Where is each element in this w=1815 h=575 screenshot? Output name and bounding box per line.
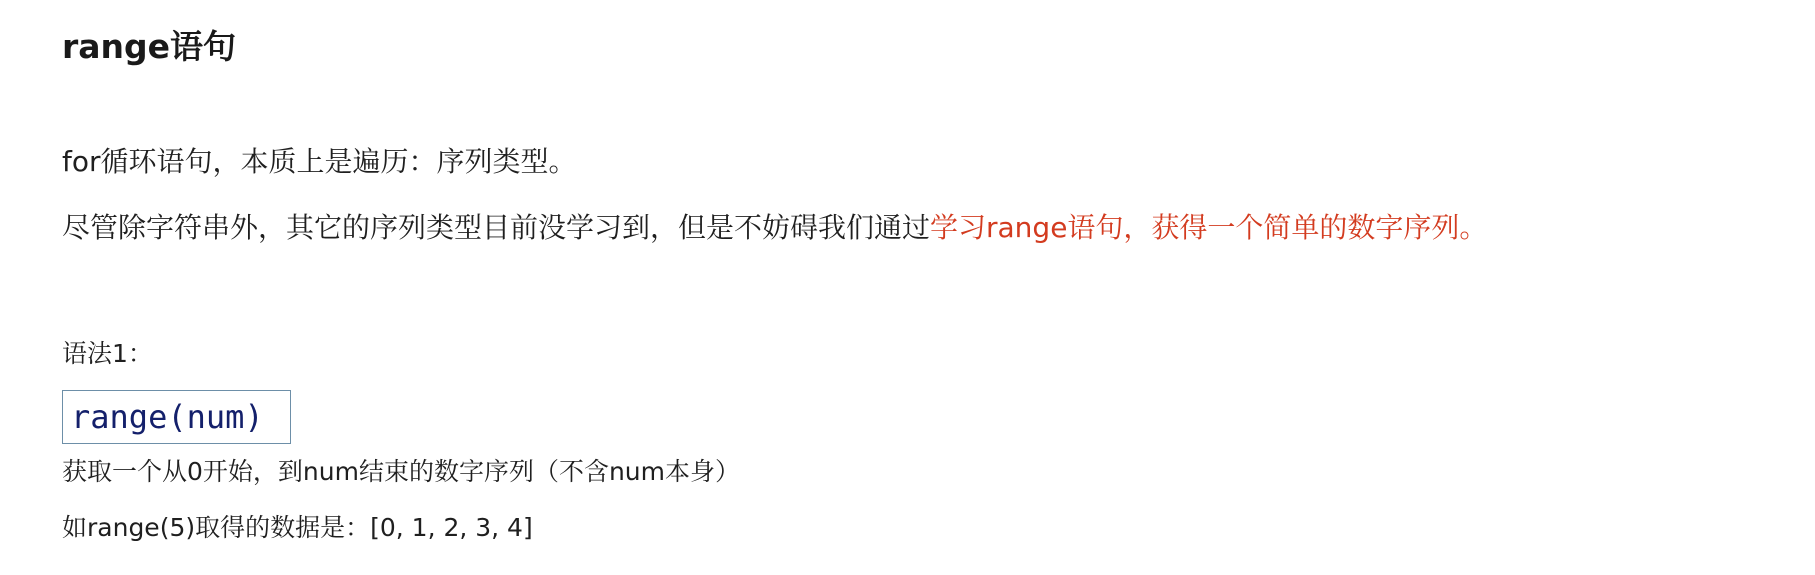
paragraph-range-intro-normal: 尽管除字符串外，其它的序列类型目前没学习到，但是不妨碍我们通过 bbox=[62, 211, 931, 244]
paragraph-range-intro-highlight: 学习range语句，获得一个简单的数字序列。 bbox=[930, 211, 1488, 244]
syntax-example: 如range(5)取得的数据是：[0, 1, 2, 3, 4] bbox=[62, 513, 533, 542]
code-snippet-box bbox=[62, 390, 291, 444]
paragraph-range-intro bbox=[62, 208, 1487, 248]
section-heading: range语句 bbox=[62, 27, 237, 66]
syntax-description: 获取一个从0开始，到num结束的数字序列（不含num本身） bbox=[62, 457, 740, 486]
syntax-label: 语法1： bbox=[62, 339, 153, 368]
paragraph-for-loop: for循环语句，本质上是遍历：序列类型。 bbox=[62, 145, 577, 178]
code-snippet: range(num) bbox=[71, 398, 264, 436]
